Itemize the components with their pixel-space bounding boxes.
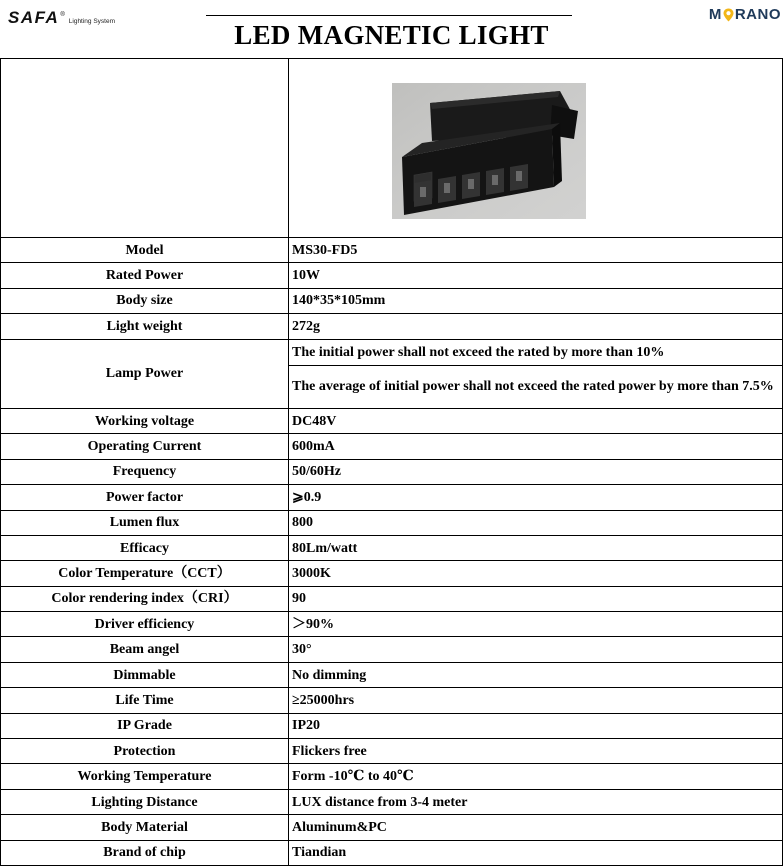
- spec-label: Lumen flux: [1, 510, 289, 535]
- spec-value: IP20: [289, 713, 783, 738]
- spec-value: 272g: [289, 314, 783, 339]
- spec-value: 50/60Hz: [289, 459, 783, 484]
- spec-value: LUX distance from 3-4 meter: [289, 789, 783, 814]
- spec-row: [1, 459, 783, 484]
- spec-value: Flickers free: [289, 739, 783, 764]
- spec-row: [1, 238, 783, 263]
- spec-label: Body size: [1, 288, 289, 313]
- spec-value: Form -10℃ to 40℃: [289, 764, 783, 789]
- spec-label: Working voltage: [1, 408, 289, 433]
- morano-logo-text-start: M: [708, 6, 722, 23]
- spec-value: ⩾0.9: [289, 485, 783, 510]
- spec-row: [1, 561, 783, 586]
- spec-label: Power factor: [1, 485, 289, 510]
- spec-label: Life Time: [1, 688, 289, 713]
- spec-value: 600mA: [289, 434, 783, 459]
- spec-label: Driver efficiency: [1, 612, 289, 637]
- image-row-blank-cell: [1, 59, 289, 238]
- spec-table: [0, 58, 783, 866]
- spec-label: Rated Power: [1, 263, 289, 288]
- morano-logo-text-end: RANO: [734, 6, 781, 23]
- spec-row: [1, 764, 783, 789]
- spec-label: Dimmable: [1, 662, 289, 687]
- safa-logo-text: SAFA: [8, 8, 60, 27]
- spec-label: Color rendering index（CRI）: [1, 586, 289, 611]
- spec-row: [1, 612, 783, 637]
- spec-value: The average of initial power shall not exceed the rated power by more than 7.5%: [289, 365, 783, 408]
- spec-value: Aluminum&PC: [289, 815, 783, 840]
- spec-row: [1, 789, 783, 814]
- spec-value: DC48V: [289, 408, 783, 433]
- spec-value: ≥25000hrs: [289, 688, 783, 713]
- spec-row: [1, 713, 783, 738]
- header-rule: [206, 15, 572, 16]
- spec-row: [1, 815, 783, 840]
- spec-label: Frequency: [1, 459, 289, 484]
- spec-value: 3000K: [289, 561, 783, 586]
- spec-value: Tiandian: [289, 840, 783, 865]
- product-image-cell: [289, 59, 783, 238]
- spec-label: Protection: [1, 739, 289, 764]
- spec-row: [1, 739, 783, 764]
- spec-label: Color Temperature（CCT）: [1, 561, 289, 586]
- spec-row: [1, 288, 783, 313]
- spec-row-lamp-power: [1, 339, 783, 365]
- spec-label: Lamp Power: [1, 339, 289, 408]
- spec-label: Beam angel: [1, 637, 289, 662]
- document-title-text: LED MAGNETIC LIGHT: [234, 20, 549, 50]
- spec-row: [1, 535, 783, 560]
- spec-row: [1, 408, 783, 433]
- spec-row: [1, 688, 783, 713]
- spec-row: [1, 637, 783, 662]
- spec-label: Body Material: [1, 815, 289, 840]
- spec-value: 140*35*105mm: [289, 288, 783, 313]
- spec-row: [1, 586, 783, 611]
- registered-mark: ®: [60, 12, 65, 18]
- spec-label: Light weight: [1, 314, 289, 339]
- image-row: [1, 59, 783, 238]
- spec-row: [1, 314, 783, 339]
- spec-value: No dimming: [289, 662, 783, 687]
- spec-value: 800: [289, 510, 783, 535]
- spec-label: Brand of chip: [1, 840, 289, 865]
- spec-value: The initial power shall not exceed the rated by more than 10%: [289, 339, 783, 365]
- spec-value: 10W: [289, 263, 783, 288]
- document-title: [0, 20, 783, 51]
- spec-label: Working Temperature: [1, 764, 289, 789]
- product-photo: [392, 83, 586, 219]
- spec-row: [1, 510, 783, 535]
- spec-value: MS30-FD5: [289, 238, 783, 263]
- page-header: [0, 0, 783, 58]
- spec-row: [1, 662, 783, 687]
- spec-row: [1, 485, 783, 510]
- spec-row: [1, 263, 783, 288]
- spec-value: 80Lm/watt: [289, 535, 783, 560]
- spec-label: IP Grade: [1, 713, 289, 738]
- spec-value: 90: [289, 586, 783, 611]
- spec-label: Operating Current: [1, 434, 289, 459]
- spec-value: 30°: [289, 637, 783, 662]
- spec-label: Efficacy: [1, 535, 289, 560]
- spec-label: Model: [1, 238, 289, 263]
- safa-logo-subtitle: Lighting System: [68, 18, 116, 25]
- spec-row: [1, 840, 783, 865]
- spec-label: Lighting Distance: [1, 789, 289, 814]
- spec-value: ＞90%: [289, 612, 783, 637]
- spec-row: [1, 434, 783, 459]
